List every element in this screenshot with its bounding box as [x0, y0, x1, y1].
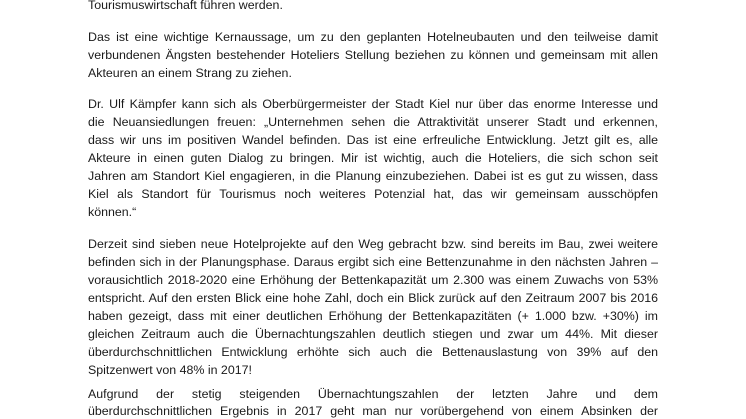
paragraph-4-line-5: haben gezeigt, dass mit einer deutlichen Erhöhung der Bettenkapazitäten (+ 1.000 bzw. +30%) im	[88, 309, 658, 323]
paragraph-4-line-6: gleichen Zeitraum auch die Übernachtungszahlen deutlich stiegen und zwar um 44%. Mit dieser	[88, 327, 658, 341]
paragraph-3-line-4: Akteure in einen guten Dialog zu bringen. Mir ist wichtig, auch die Hoteliers, die sich schon seit	[88, 151, 658, 165]
paragraph-4-line-3: vorausichtlich 2018-2020 eine Erhöhung der Bettenkapazität um 2.300 was einem Zuwachs von 53%	[88, 273, 658, 287]
paragraph-5-line-1: Aufgrund der stetig steigenden Übernachtungszahlen der letzten Jahre und dem	[88, 387, 658, 401]
paragraph-2-line-1: Das ist eine wichtige Kernaussage, um zu den geplanten Hotelneubauten und den teilweise damit	[88, 30, 658, 44]
paragraph-4-line-4: entspricht. Auf den ersten Blick eine hohe Zahl, doch ein Blick zurück auf den Zeitraum 2007 bis 2016	[88, 291, 658, 305]
paragraph-3-line-3: dass wir uns im positiven Wandel befinden. Das ist eine erfreuliche Entwicklung. Jetzt gilt es, alle	[88, 133, 658, 147]
paragraph-3-line-6: Kiel als Standort für Tourismus noch weiteres Potenzial hat, das wir gemeinsam ausschöpfen	[88, 187, 658, 201]
paragraph-4-line-2: befinden sich in der Planungsphase. Daraus ergibt sich eine Bettenzunahme in den nächsten Jahren –	[88, 255, 658, 269]
paragraph-4-line-1: Derzeit sind sieben neue Hotelprojekte auf den Weg gebracht bzw. sind bereits im Bau, zwei weitere	[88, 237, 658, 251]
paragraph-3-line-5: Jahren am Standort Kiel engagieren, in die Planung einzubeziehen. Dabei ist es gut zu wissen, dass	[88, 169, 658, 183]
paragraph-3-line-7: können.“	[88, 205, 137, 219]
paragraph-3-line-1: Dr. Ulf Kämpfer kann sich als Oberbürgermeister der Stadt Kiel nur über das enorme Interesse und	[88, 97, 658, 111]
paragraph-5-line-2: überdurchschnittlichen Ergebnis in 2017 geht man nur vorübergehend von einem Absinken der	[88, 404, 658, 418]
paragraph-2-line-2: verbundenen Ängsten bestehender Hoteliers Stellung beziehen zu können und gemeinsam mit allen	[88, 48, 658, 62]
paragraph-3-line-2: die Neuansiedlungen freuen: „Unternehmen sehen die Attraktivität unserer Stadt und erkennen,	[88, 115, 658, 129]
paragraph-4-line-7: überdurchschnittlichen Entwicklung erhöhte sich auch die Bettenauslastung von 39% auf den	[88, 345, 658, 359]
paragraph-1-line-1: Tourismuswirtschaft führen werden.	[88, 0, 283, 12]
paragraph-4-line-8: Spitzenwert von 48% in 2017!	[88, 363, 252, 377]
paragraph-2-line-3: Akteuren an einem Strang zu ziehen.	[88, 66, 292, 80]
